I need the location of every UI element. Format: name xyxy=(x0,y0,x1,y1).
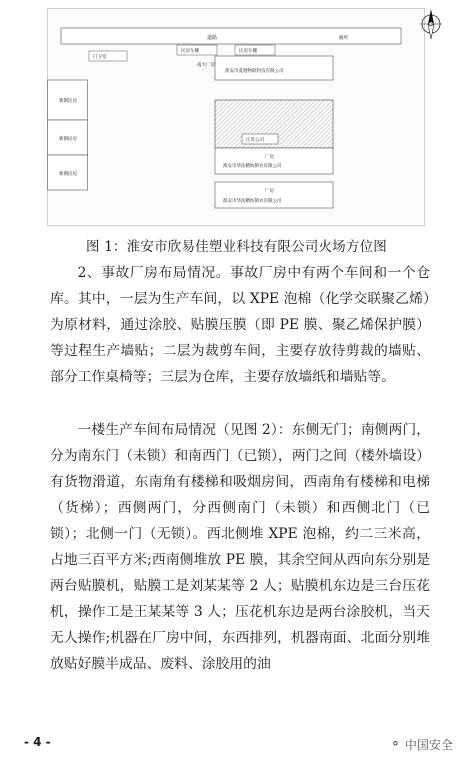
top-label-2: 民房车棚 xyxy=(239,49,257,54)
left-building-3-label: 新钢民房 xyxy=(59,172,77,177)
site-plan-map xyxy=(47,8,425,226)
watermark-text: 中国安全 xyxy=(404,738,453,752)
north-building-label: 南大厂房 xyxy=(197,63,215,68)
factory-1-label: 厂房 xyxy=(265,155,274,160)
factory-2-label: 厂房 xyxy=(265,189,274,194)
north-building xyxy=(215,56,333,80)
top-label-3: 厕所 xyxy=(339,36,348,41)
factory-2-company: 淮安市华法精纺制衣有限公司 xyxy=(223,199,282,204)
factory-1-company: 淮安市华法精纺制衣有限公司 xyxy=(223,164,282,169)
middle-box-label: 江苏公司 xyxy=(246,138,264,143)
left-building-1-label: 新钢民房 xyxy=(59,99,77,104)
gate-label: 门卫室 xyxy=(93,55,107,60)
page-number: - 4 - xyxy=(24,735,51,749)
wechat-icon: ⚬ xyxy=(390,737,401,752)
top-label-1: 民房车棚 xyxy=(181,49,199,54)
left-building-2-label: 新钢民房 xyxy=(59,137,77,142)
paragraph-first-floor-layout: 一楼生产车间布局情况（见图 2）：东侧无门；南侧两门，分为南东门（未锁）和南西门（已锁），两门之间（楼外墙设）有货物滑道，东南角有楼梯和吸烟房间，西南角有楼梯和电梯（货梯）；西侧两门，分西侧南门（未锁）和西侧北门（已锁）；北侧一门（无锁）。西北侧堆 XPE 泡棉，约二三米高，占地三百平方米;西南侧堆放 PE 膜，其余空间从西向东分别是两台贴膜机，贴膜工是刘某某等 2 人；贴膜机东边是三台压花机，操作工是王某某等 3 人；压花机东边是两台涂胶机，当天无人操作;机器在厂房中间，东西排列，机器南面、北面分别堆放贴好膜半成品、废料、涂胶用的油 xyxy=(50,422,430,672)
road xyxy=(61,28,401,44)
site-plan-figure xyxy=(47,8,425,226)
paragraph-factory-layout: 2、事故厂房布局情况。事故厂房中有两个车间和一个仓库。其中，一层为生产车间，以 XPE 泡棉（化学交联聚乙烯）为原材料，通过涂胶、贴膜压膜（即 PE 膜、聚乙烯保护膜）等过程生产墙贴；二层为裁剪车间，主要存放待剪裁的墙贴、部分工作桌椅等；三层为仓库，主要存放墙纸和墙贴等。 xyxy=(50,265,430,385)
road-label: 道路 xyxy=(207,35,218,41)
factory-1 xyxy=(215,148,333,174)
source-watermark xyxy=(390,736,453,753)
factory-2 xyxy=(215,182,333,208)
north-arrow-icon xyxy=(416,6,446,42)
north-building-company: 淮安市莫德物联科技有限公司 xyxy=(225,69,284,74)
figure-caption: 图 1：淮安市欣易佳塑业科技有限公司火场方位图 xyxy=(86,239,387,255)
